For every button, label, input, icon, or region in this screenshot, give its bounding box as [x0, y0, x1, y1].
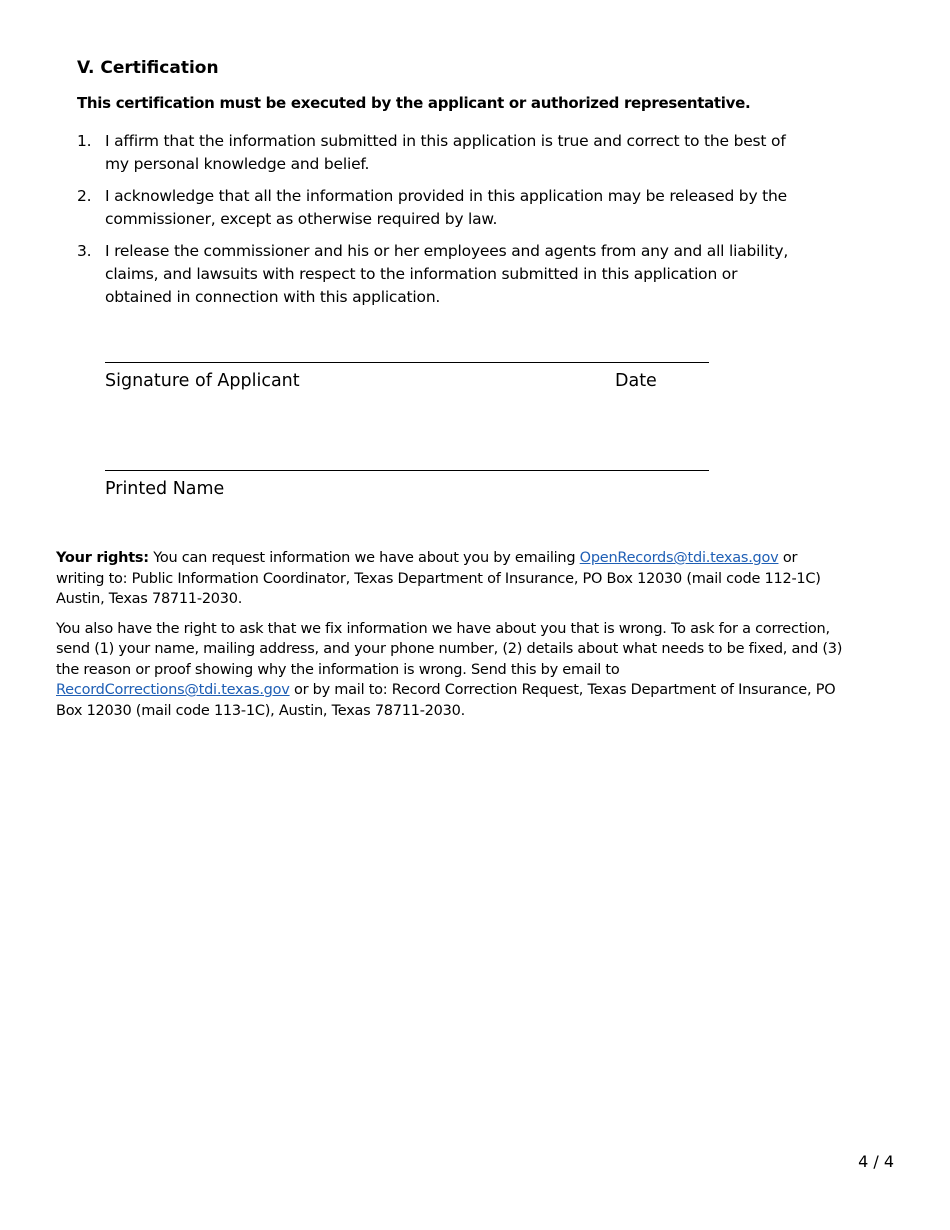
list-item: [77, 240, 807, 309]
page-number: 4 / 4: [858, 1152, 894, 1171]
list-item-text: I release the commissioner and his or her employees and agents from any and all liability, claims, and lawsuits with respect to the information submitted in this application or obtained in connection with this application.: [105, 242, 789, 306]
signature-label: Signature of Applicant: [105, 371, 300, 391]
rights-paragraph-2: [56, 619, 846, 722]
rights-paragraph-1: [56, 548, 846, 610]
record-corrections-email-link[interactable]: RecordCorrections@tdi.texas.gov: [56, 682, 290, 698]
certification-list: [77, 130, 807, 318]
list-item-number: 1.: [77, 132, 92, 150]
list-item-text: I acknowledge that all the information provided in this application may be released by the commissioner, except as otherwise required by law.: [105, 187, 787, 228]
signature-line: [105, 362, 709, 363]
rights-notice: [56, 548, 846, 730]
list-item-number: 2.: [77, 187, 92, 205]
date-label: Date: [615, 371, 657, 391]
rights-text: or writing to: Public Information Coordinator, Texas Department of Insurance, PO Box 12030 (mail code 112-1C) Austin, Texas 78711-2030.: [56, 550, 821, 607]
rights-heading: Your rights:: [56, 550, 149, 566]
printed-name-block: [105, 470, 709, 503]
signature-block: [105, 362, 709, 395]
list-item-number: 3.: [77, 242, 92, 260]
section-heading: V. Certification: [77, 58, 219, 78]
printed-name-label: Printed Name: [105, 479, 225, 499]
printed-name-line: [105, 470, 709, 471]
list-item-text: I affirm that the information submitted in this application is true and correct to the best of my personal knowledge and belief.: [105, 132, 786, 173]
rights-text: You also have the right to ask that we fix information we have about you that is wrong. To ask for a correction, send (1) your name, mailing address, and your phone number, (2) details about what needs to be fixed, and (3) the reason or proof showing why the information is wrong. Send this by email to: [56, 620, 843, 678]
list-item: [77, 185, 807, 231]
list-item: [77, 130, 807, 176]
rights-text: or by mail to: Record Correction Request, Texas Department of Insurance, PO Box 12030 (mail code 113-1C), Austin, Texas 78711-2030.: [56, 682, 836, 719]
rights-text: You can request information we have about you by emailing: [148, 550, 580, 566]
open-records-email-link[interactable]: OpenRecords@tdi.texas.gov: [579, 550, 779, 566]
certification-instruction: This certification must be executed by the applicant or authorized representative.: [77, 94, 751, 112]
